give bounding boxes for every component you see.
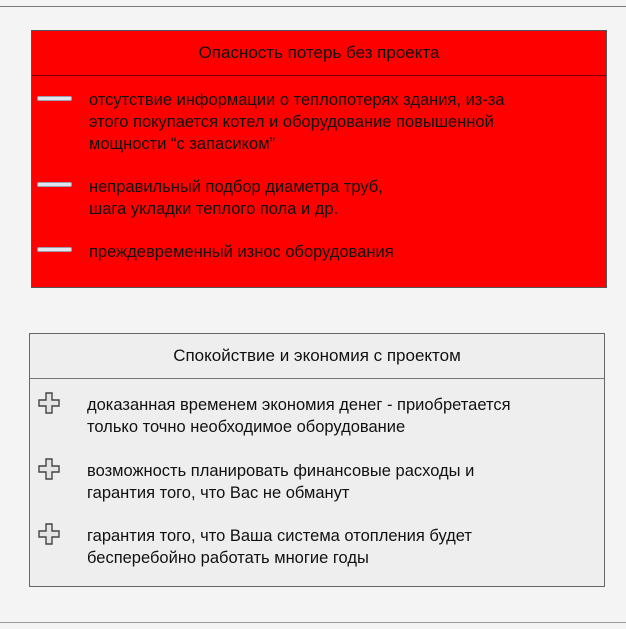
benefit-item-text: гарантия того, что Ваша система отопления будет бесперебойно работать многие годы: [87, 527, 472, 567]
benefit-item-text: доказанная временем экономия денег - приобретается только точно необходимое оборудование: [87, 396, 511, 436]
benefit-panel: [29, 333, 605, 587]
plus-icon: [38, 458, 60, 480]
frame-top-line: [0, 6, 626, 7]
risk-item-text: неправильный подбор диаметра труб, шага укладки теплого пола и др.: [89, 178, 383, 218]
frame-bottom-line: [0, 622, 626, 623]
plus-icon: [38, 523, 60, 545]
minus-icon: [37, 247, 72, 252]
risk-panel-title: Опасность потерь без проекта: [32, 31, 606, 76]
minus-icon: [37, 182, 72, 187]
plus-icon: [38, 392, 60, 414]
benefit-panel-title: Спокойствие и экономия с проектом: [30, 334, 604, 379]
risk-item-text: преждевременный износ оборудования: [89, 243, 394, 261]
minus-icon: [37, 96, 72, 101]
risk-item-text: отсутствие информации о теплопотерях здания, из-за этого покупается котел и оборудование повышенной мощности “с запасиком”: [89, 91, 505, 153]
risk-panel: [31, 30, 607, 288]
benefit-item-text: возможность планировать финансовые расходы и гарантия того, что Вас не обманут: [87, 462, 475, 502]
